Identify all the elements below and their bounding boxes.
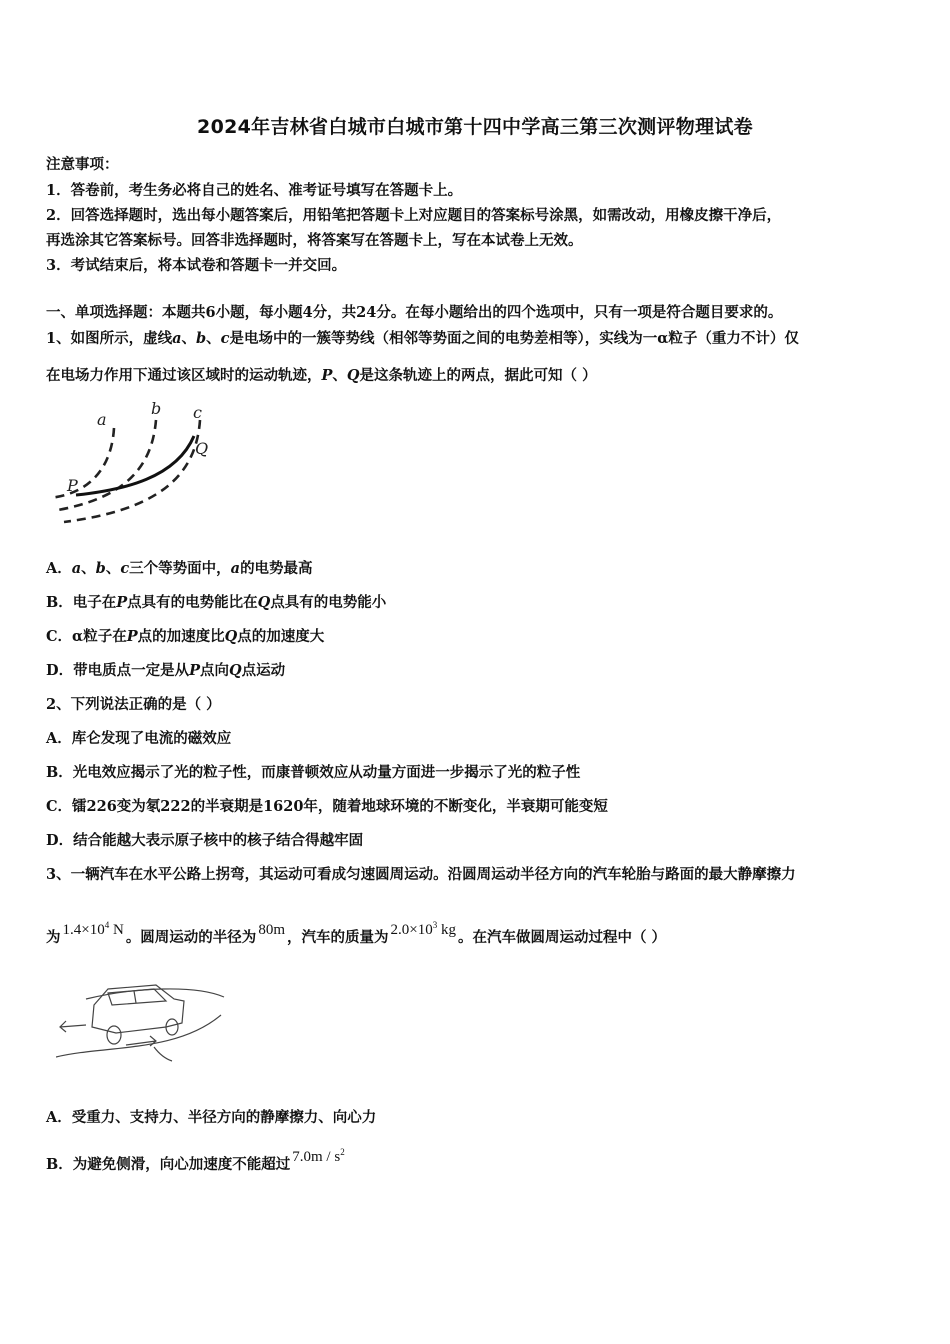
notice-item-2: 2．回答选择题时，选出每小题答案后，用铅笔把答题卡上对应题目的答案标号涂黑，如需改动，用橡皮擦干净后， <box>46 207 782 224</box>
arrow-left <box>60 1021 86 1032</box>
notice-heading: 注意事项： <box>46 156 119 173</box>
acceleration-value: $7.0m / s^2$ <box>292 1147 345 1165</box>
q3-option-a[interactable]: A．受重力、支持力、半径方向的静摩擦力、向心力 <box>46 1109 377 1126</box>
alpha-trajectory <box>76 436 194 495</box>
page-title: 2024年吉林省白城市白城市第十四中学高三第三次测评物理试卷 <box>197 116 753 138</box>
notice-item-3: 3．考试结束后，将本试卷和答题卡一并交回。 <box>46 257 347 274</box>
car-window <box>108 989 166 1005</box>
q1-option-b[interactable]: B．电子在P点具有的电势能比在Q点具有的电势能小 <box>46 594 387 611</box>
equipotential-line-c <box>64 420 200 522</box>
q2-option-b[interactable]: B．光电效应揭示了光的粒子性，而康普顿效应从动量方面进一步揭示了光的粒子性 <box>46 764 581 781</box>
equipotential-line-a <box>50 428 114 498</box>
q1-option-a[interactable]: A．a、b、c三个等势面中，a的电势最高 <box>46 560 313 577</box>
wheel-rear-left <box>107 1026 121 1044</box>
q3-stem-line1: 3、一辆汽车在水平公路上拐弯，其运动可看成匀速圆周运动。沿圆周运动半径方向的汽车轮胎与路面的最大静摩擦力 <box>46 866 796 883</box>
section-heading: 一、单项选择题：本题共6小题，每小题4分，共24分。在每小题给出的四个选项中，只有一项是符合题目要求的。 <box>46 304 783 321</box>
arrow-down <box>154 1047 172 1061</box>
q2-option-a[interactable]: A．库仑发现了电流的磁效应 <box>46 730 232 747</box>
arrow-bottom <box>126 1036 156 1046</box>
equipotential-line-b <box>58 420 156 510</box>
q3-car-turning-figure <box>56 975 226 1067</box>
q3-stem-line2: 为 $1.4\times 10^4$ N 。圆周运动的半径为 80m ，汽车的质量为 $2.0\times 10^3$ kg 。在汽车做圆周运动过程中（ ） <box>46 920 666 946</box>
label-b: b <box>151 399 162 418</box>
label-Q: Q <box>195 439 209 458</box>
label-c: c <box>193 403 202 422</box>
q1-equipotential-figure <box>44 398 224 533</box>
mass-value: $2.0\times 10^3$ kg <box>390 920 456 938</box>
car-body <box>92 985 184 1033</box>
q3-option-b[interactable]: B．为避免侧滑，向心加速度不能超过 $7.0m / s^2$ <box>46 1147 345 1173</box>
road-curve-outer <box>56 1015 221 1057</box>
q1-option-c[interactable]: C．α粒子在P点的加速度比Q点的加速度大 <box>46 628 325 645</box>
label-P: P <box>67 476 78 495</box>
car-window-divider <box>134 991 136 1003</box>
q2-option-c[interactable]: C．镭226变为氡222的半衰期是1620年，随着地球环境的不断变化，半衰期可能变短 <box>46 798 608 815</box>
friction-force-value: $1.4\times 10^4$ N <box>62 920 124 938</box>
notice-item-2-cont: 再选涂其它答案标号。回答非选择题时，将答案写在答题卡上，写在本试卷上无效。 <box>46 232 583 249</box>
q1-stem-line2: 在电场力作用下通过该区域时的运动轨迹，P、Q是这条轨迹上的两点，据此可知（ ） <box>46 367 597 384</box>
radius-value: 80m <box>258 922 285 938</box>
q1-option-d[interactable]: D．带电质点一定是从P点向Q点运动 <box>46 662 286 679</box>
label-a: a <box>97 410 107 429</box>
q1-stem-line1: 1、如图所示，虚线a、b、c是电场中的一簇等势线（相邻等势面之间的电势差相等），实线为一α粒子（重力不计）仅 <box>46 330 799 347</box>
notice-item-1: 1．答卷前，考生务必将自己的姓名、准考证号填写在答题卡上。 <box>46 182 463 199</box>
q2-stem: 2、下列说法正确的是（ ） <box>46 696 221 713</box>
q2-option-d[interactable]: D．结合能越大表示原子核中的核子结合得越牢固 <box>46 832 364 849</box>
